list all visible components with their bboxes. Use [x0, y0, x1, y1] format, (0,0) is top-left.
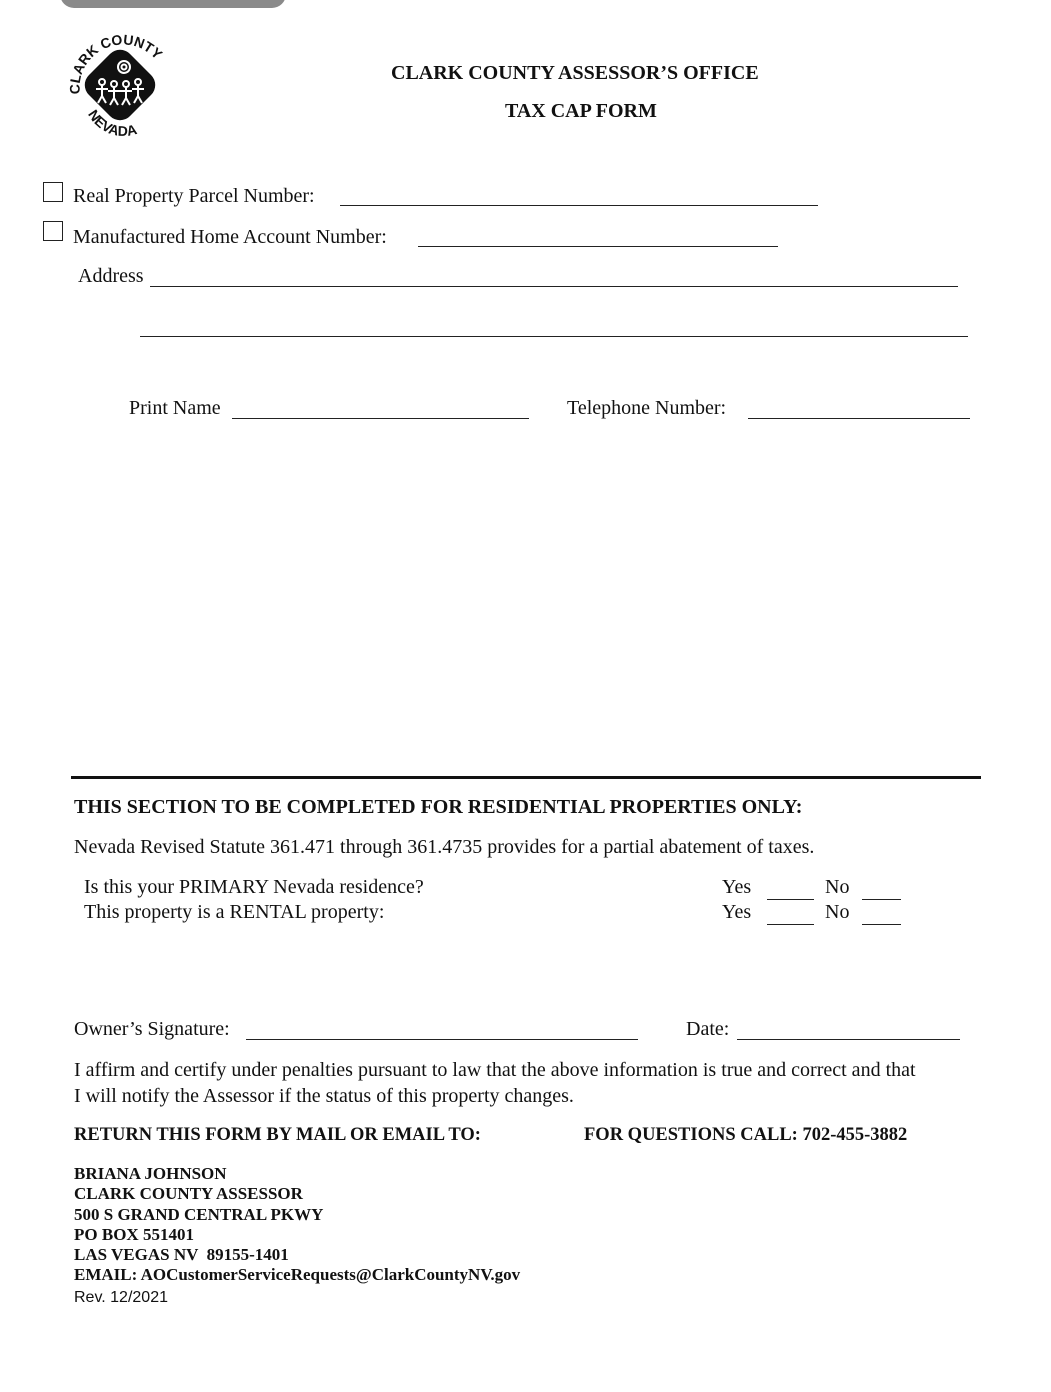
rental-no-field[interactable] [862, 924, 901, 925]
statute-text: Nevada Revised Statute 361.471 through 361.4735 provides for a partial abatement of taxes. [74, 836, 815, 858]
primary-yes-field[interactable] [767, 899, 814, 900]
date-label: Date: [686, 1018, 730, 1040]
rental-no-label: No [825, 901, 850, 923]
address-line: CLARK COUNTY ASSESSOR [74, 1184, 303, 1204]
date-field[interactable] [737, 1039, 960, 1040]
telephone-field[interactable] [748, 418, 970, 419]
logo-bottom-text: NEVADA [85, 106, 139, 140]
rental-yes-field[interactable] [767, 924, 814, 925]
address-line: PO BOX 551401 [74, 1224, 194, 1244]
telephone-label: Telephone Number: [567, 397, 727, 419]
primary-residence-question: Is this your PRIMARY Nevada residence? [84, 876, 424, 898]
email-line: EMAIL: AOCustomerServiceRequests@ClarkCountyNV.gov [74, 1265, 521, 1285]
address-line: BRIANA JOHNSON [74, 1164, 227, 1183]
rental-property-question: This property is a RENTAL property: [84, 901, 385, 923]
office-title: CLARK COUNTY ASSESSOR’S OFFICE [391, 62, 759, 84]
rental-yes-label: Yes [722, 901, 752, 923]
affirm-text-line-2: I will notify the Assessor if the status of this property changes. [74, 1085, 574, 1107]
owner-signature-field[interactable] [246, 1039, 638, 1040]
residential-section-heading: THIS SECTION TO BE COMPLETED FOR RESIDENTIAL PROPERTIES ONLY: [74, 796, 803, 818]
questions-phone: FOR QUESTIONS CALL: 702-455-3882 [584, 1125, 908, 1145]
primary-yes-label: Yes [722, 876, 752, 898]
address-label: Address [78, 265, 144, 287]
form-title: TAX CAP FORM [505, 100, 657, 122]
parcel-number-label: Real Property Parcel Number: [73, 185, 315, 207]
parcel-number-field[interactable] [340, 205, 818, 206]
clark-county-seal-logo [58, 30, 182, 150]
owner-signature-label: Owner’s Signature: [74, 1018, 230, 1040]
print-name-label: Print Name [129, 397, 221, 419]
address-line: 500 S GRAND CENTRAL PKWY [74, 1204, 324, 1224]
top-tab-indicator [60, 0, 286, 8]
print-name-field[interactable] [232, 418, 529, 419]
primary-no-field[interactable] [862, 899, 901, 900]
manufactured-home-field[interactable] [418, 246, 778, 247]
affirm-text-line-1: I affirm and certify under penalties pursuant to law that the above information is true and correct and that [74, 1059, 916, 1081]
manufactured-home-checkbox[interactable] [43, 221, 63, 241]
primary-no-label: No [825, 876, 850, 898]
section-divider [71, 776, 981, 779]
address-line-1-field[interactable] [150, 286, 958, 287]
return-form-heading: RETURN THIS FORM BY MAIL OR EMAIL TO: [74, 1125, 481, 1145]
manufactured-home-label: Manufactured Home Account Number: [73, 226, 387, 248]
logo-top-text: CLARK COUNTY [66, 31, 166, 95]
mailing-address-block [74, 1164, 520, 1286]
address-line: LAS VEGAS NV 89155-1401 [74, 1245, 289, 1265]
parcel-checkbox[interactable] [43, 182, 63, 202]
revision-date: Rev. 12/2021 [74, 1289, 168, 1306]
address-line-2-field[interactable] [140, 336, 968, 337]
